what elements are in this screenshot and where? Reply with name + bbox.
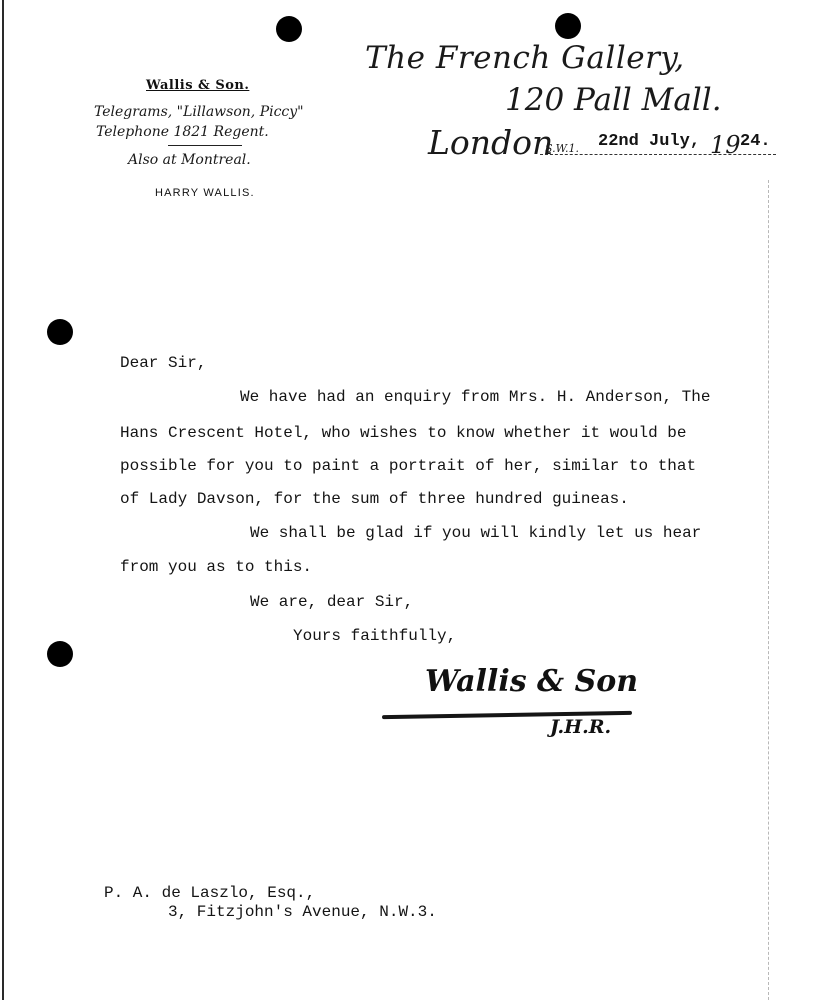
body-line: possible for you to paint a portrait of her, similar to that — [120, 457, 697, 475]
body-line: We shall be glad if you will kindly let us hear — [250, 524, 702, 542]
gallery-name: The French Gallery, — [365, 40, 685, 76]
date-underline — [540, 154, 776, 155]
firm-name: Wallis & Son. — [146, 78, 250, 93]
body-line: Hans Crescent Hotel, who wishes to know whether it would be — [120, 424, 687, 442]
also-at-line: Also at Montreal. — [128, 152, 251, 168]
divider — [168, 145, 242, 146]
year-prefix: 19 — [710, 131, 741, 159]
letter-date: 22nd July, — [598, 132, 701, 151]
page-edge — [2, 0, 4, 1000]
gallery-city: London — [428, 123, 554, 162]
fold-line — [768, 180, 769, 1000]
recipient-name: P. A. de Laszlo, Esq., — [104, 884, 316, 902]
closing-line: We are, dear Sir, — [250, 593, 414, 611]
body-line: We have had an enquiry from Mrs. H. Anderson, The — [240, 388, 711, 406]
gallery-address: 120 Pall Mall. — [505, 82, 722, 118]
punch-hole — [47, 319, 73, 345]
signer-initials: J.H.R. — [550, 716, 612, 738]
punch-hole — [47, 641, 73, 667]
punch-hole — [555, 13, 581, 39]
salutation: Dear Sir, — [120, 354, 207, 372]
telegrams-line: Telegrams, "Lillawson, Piccy" — [94, 104, 304, 120]
telephone-line: Telephone 1821 Regent. — [96, 124, 269, 140]
punch-hole — [276, 16, 302, 42]
postcode: S.W.1. — [545, 142, 580, 155]
recipient-address: 3, Fitzjohn's Avenue, N.W.3. — [168, 903, 437, 921]
body-line: of Lady Davson, for the sum of three hundred guineas. — [120, 490, 629, 508]
year-suffix: 24. — [740, 132, 771, 151]
proprietor-name: HARRY WALLIS. — [155, 187, 255, 199]
signature: Wallis & Son — [425, 664, 639, 699]
closing-line: Yours faithfully, — [293, 627, 457, 645]
body-line: from you as to this. — [120, 558, 313, 576]
